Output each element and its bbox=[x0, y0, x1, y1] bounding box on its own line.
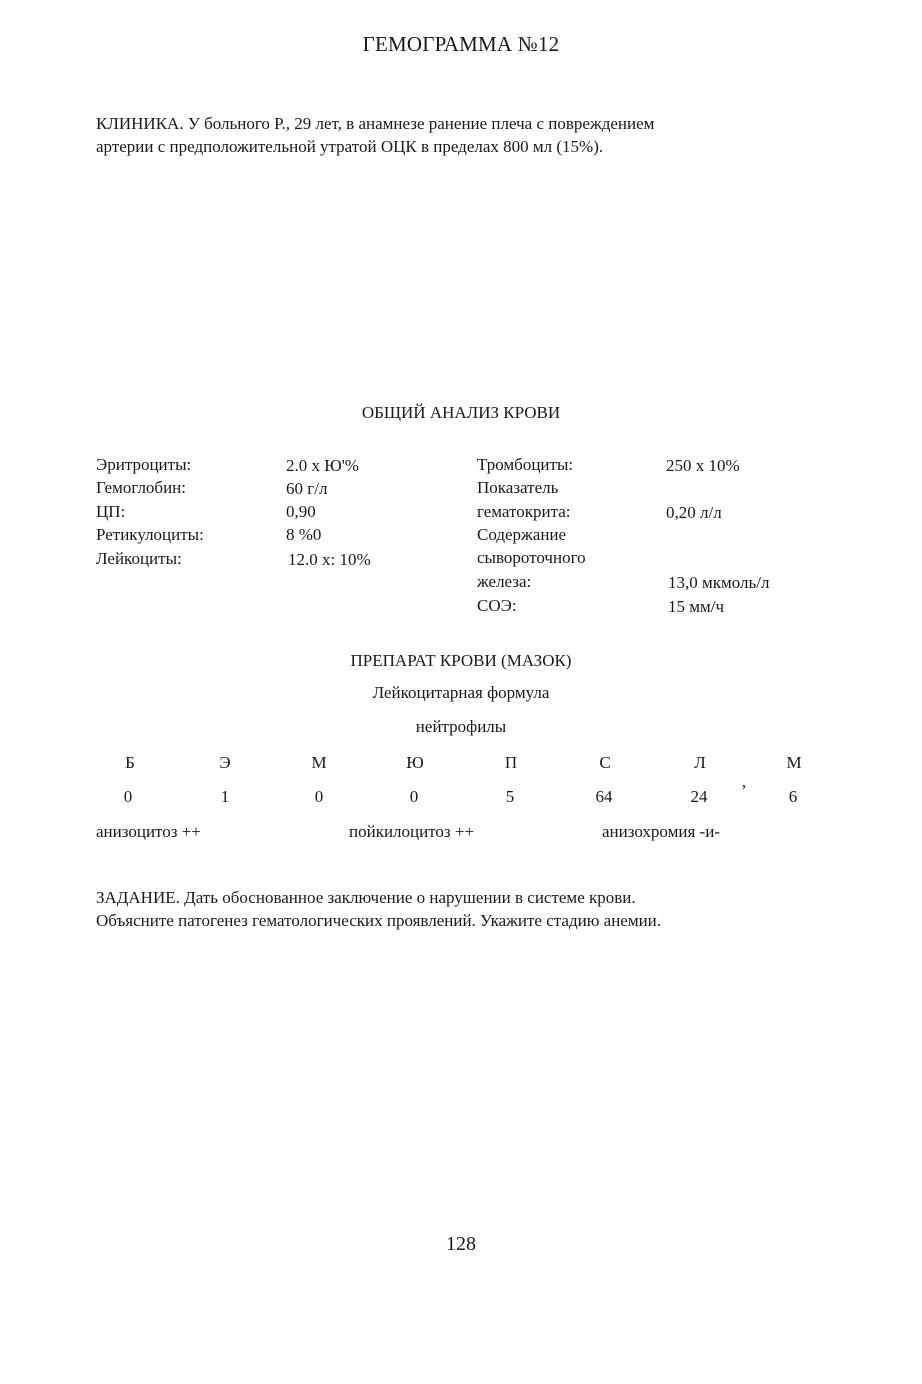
formula-column-header: Э bbox=[219, 753, 231, 772]
page-title: ГЕМОГРАММА №12 bbox=[362, 32, 560, 56]
analysis-left-label: Эритроциты: bbox=[96, 455, 192, 474]
analysis-right-value: 15 мм/ч bbox=[668, 597, 725, 616]
formula-value: 24 bbox=[690, 787, 708, 806]
analysis-right-label: сывороточного bbox=[477, 548, 586, 567]
formula-column-header: П bbox=[504, 753, 518, 772]
page-number: 128 bbox=[446, 1233, 476, 1255]
analysis-left-label: Лейкоциты: bbox=[96, 549, 182, 568]
formula-value: 64 bbox=[595, 787, 613, 806]
formula-column-header: С bbox=[599, 753, 611, 772]
formula-column-header: Ю bbox=[406, 753, 424, 772]
analysis-right-label: Содержание bbox=[477, 525, 567, 544]
analysis-right-value: 250 х 10% bbox=[666, 456, 740, 475]
morphology-anisocytosis: анизоцитоз ++ bbox=[96, 822, 201, 841]
formula-column-header: Л bbox=[694, 753, 706, 772]
formula-value: 5 bbox=[505, 787, 515, 806]
analysis-right-label: железа: bbox=[477, 572, 532, 591]
analysis-left-value: 0,90 bbox=[286, 502, 316, 521]
formula-column-header: М bbox=[311, 753, 327, 772]
analysis-right-label: СОЭ: bbox=[477, 596, 517, 615]
formula-value: 0 bbox=[123, 787, 133, 806]
analysis-left-value: 8 %0 bbox=[286, 525, 322, 544]
leukocyte-formula-heading: Лейкоцитарная формула bbox=[372, 683, 550, 702]
clinic-line-1: КЛИНИКА. У больного Р., 29 лет, в анамнезе ранение плеча с повреждением bbox=[96, 114, 655, 133]
formula-column-header: Б bbox=[125, 753, 135, 772]
task-line-1: ЗАДАНИЕ. Дать обоснованное заключение о нарушении в системе крови. bbox=[96, 888, 636, 907]
formula-column-header: М bbox=[786, 753, 802, 772]
stray-apostrophe: ’ bbox=[741, 781, 747, 800]
neutrophils-label: нейтрофилы bbox=[415, 717, 507, 736]
analysis-left-label: ЦП: bbox=[96, 502, 126, 521]
smear-heading: ПРЕПАРАТ КРОВИ (МАЗОК) bbox=[350, 651, 572, 670]
formula-value: 0 bbox=[409, 787, 419, 806]
analysis-left-value: 12.0 х: 10% bbox=[288, 550, 371, 569]
analysis-left-value: 60 г/л bbox=[286, 479, 328, 498]
task-paragraph bbox=[96, 886, 816, 932]
analysis-right-label: гематокрита: bbox=[477, 502, 571, 521]
formula-value: 1 bbox=[220, 787, 230, 806]
formula-value: 6 bbox=[788, 787, 798, 806]
clinic-line-2: артерии с предположительной утратой ОЦК в пределах 800 мл (15%). bbox=[96, 137, 604, 156]
formula-value: 0 bbox=[314, 787, 324, 806]
morphology-poikilocytosis: пойкилоцитоз ++ bbox=[349, 822, 475, 841]
analysis-right-label: Тромбоциты: bbox=[477, 455, 574, 474]
analysis-right-value: 13,0 мкмоль/л bbox=[668, 573, 770, 592]
analysis-left-value: 2.0 х Ю'% bbox=[286, 456, 359, 475]
clinic-paragraph bbox=[96, 112, 816, 158]
analysis-right-label: Показатель bbox=[477, 478, 559, 497]
analysis-left-label: Гемоглобин: bbox=[96, 478, 186, 497]
morphology-anisochromia: анизохромия -и- bbox=[602, 822, 720, 841]
analysis-right-value: 0,20 л/л bbox=[666, 503, 722, 522]
task-line-2: Объясните патогенез гематологических проявлений. Укажите стадию анемии. bbox=[96, 911, 662, 930]
analysis-left-label: Ретикулоциты: bbox=[96, 525, 204, 544]
analysis-heading: ОБЩИЙ АНАЛИЗ КРОВИ bbox=[361, 403, 561, 422]
